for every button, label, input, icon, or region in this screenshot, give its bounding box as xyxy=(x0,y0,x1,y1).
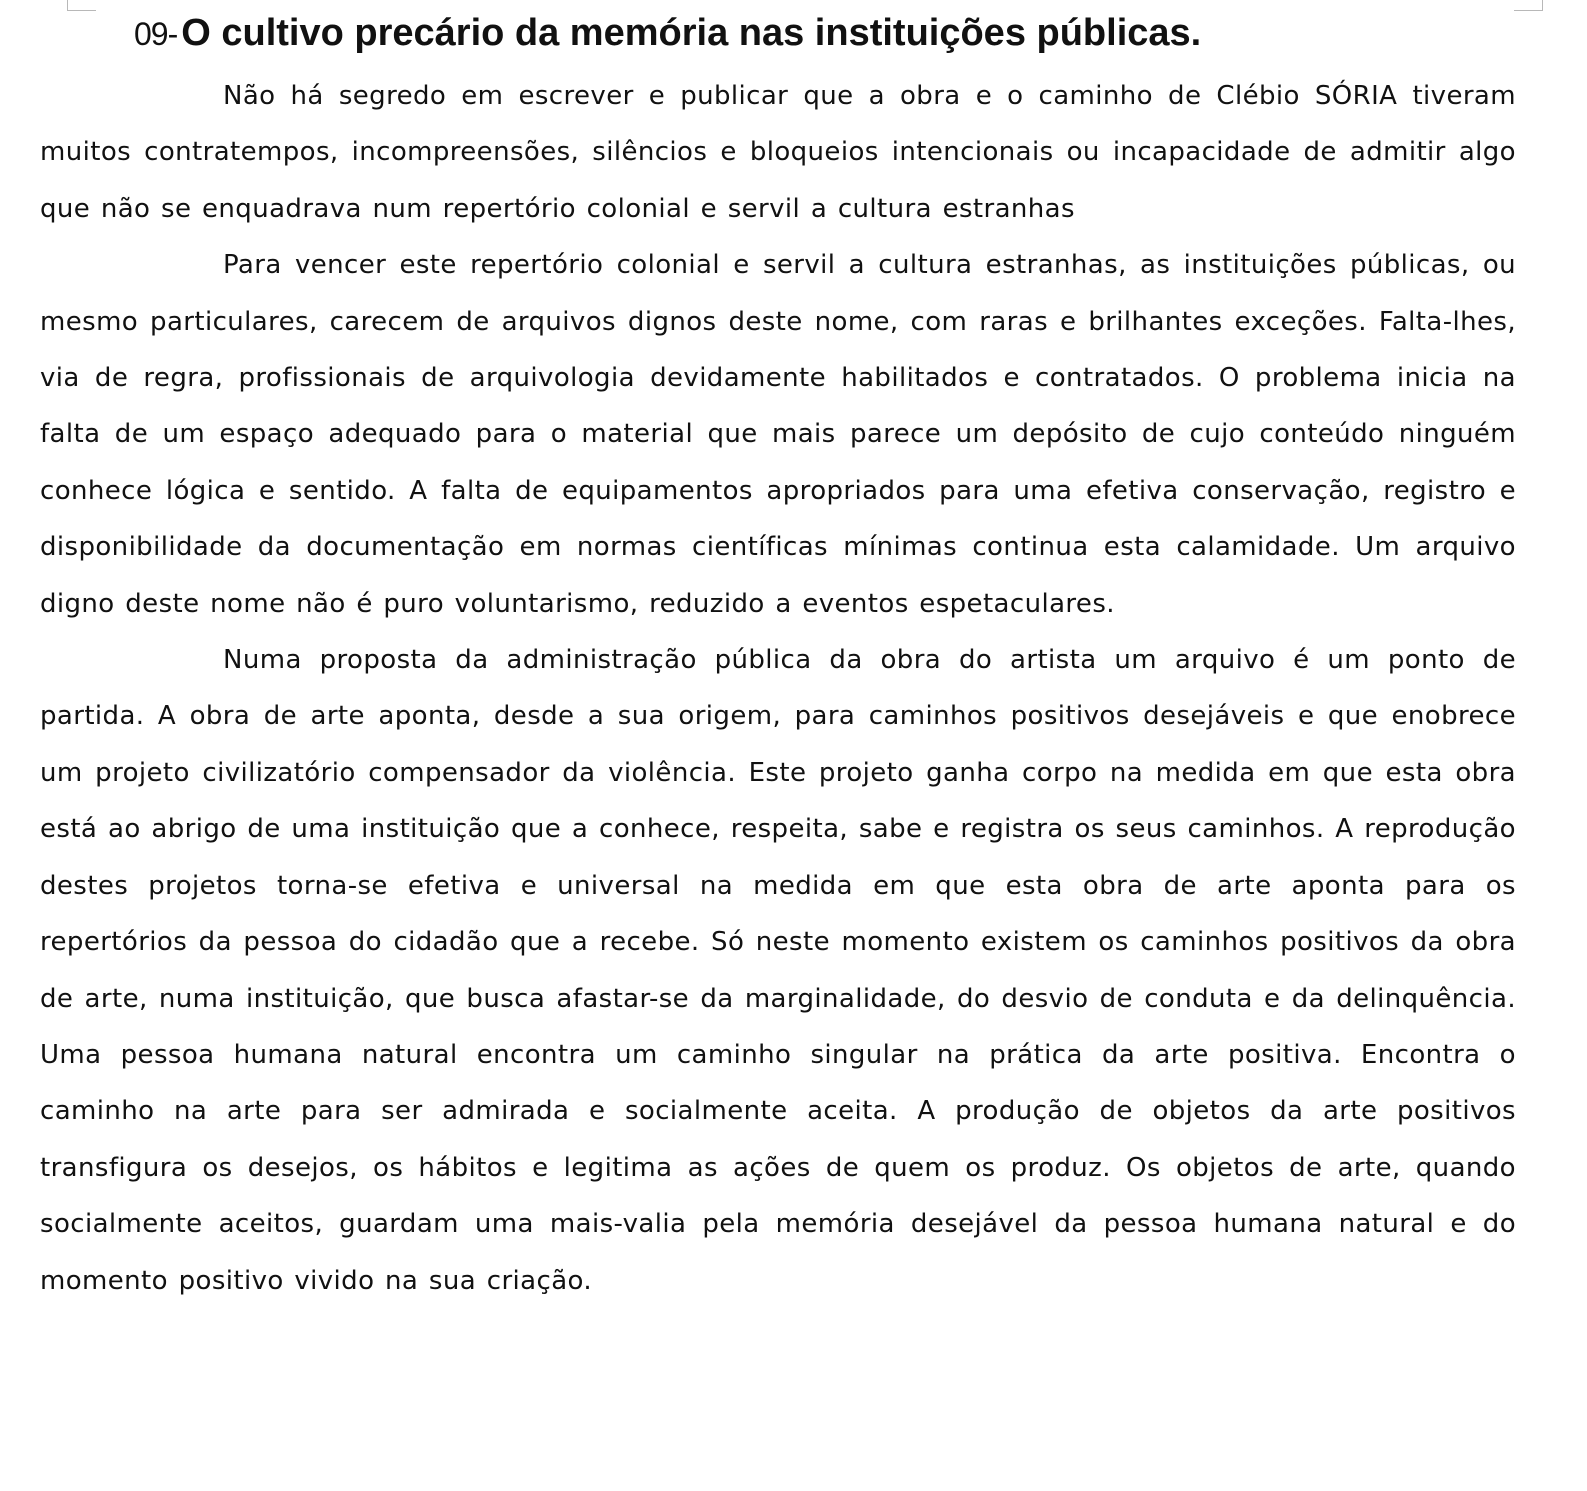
page-corner-mark-right xyxy=(1514,0,1543,11)
paragraph-1[interactable]: Não há segredo em escrever e publicar que a obra e o caminho de Clébio SÓRIA tiveram muitos contratempos, incompreensões, silêncios e bloqueios intencionais ou incapacidade de admitir algo que não se enquadrava num repertório colonial e servil a cultura estranhas xyxy=(40,81,1516,224)
document-page[interactable] xyxy=(40,12,1516,1309)
paragraph-3[interactable]: Numa proposta da administração pública da obra do artista um arquivo é um ponto de partida. A obra de arte aponta, desde a sua origem, para caminhos positivos desejáveis e que enobrece um projeto civilizatório compensador da violência. Este projeto ganha corpo na medida em que esta obra está ao abrigo de uma instituição que a conhece, respeita, sabe e registra os seus caminhos. A reprodução destes projetos torna-se efetiva e universal na medida em que esta obra de arte aponta para os repertórios da pessoa do cidadão que a recebe. Só neste momento existem os caminhos positivos da obra de arte, numa instituição, que busca afastar-se da marginalidade, do desvio de conduta e da delinquência. Uma pessoa humana natural encontra um caminho singular na prática da arte positiva. Encontra o caminho na arte para ser admirada e socialmente aceita. A produção de objetos da arte positivos transfigura os desejos, os hábitos e legitima as ações de quem os produz. Os objetos de arte, quando socialmente aceitos, guardam uma mais-valia pela memória desejável da pessoa humana natural e do momento positivo vivido na sua criação. xyxy=(40,645,1516,1296)
heading-number: 09- xyxy=(134,16,178,52)
heading-title: O cultivo precário da memória nas instituições públicas. xyxy=(181,12,1202,54)
section-heading xyxy=(40,12,1516,68)
paragraph-2[interactable]: Para vencer este repertório colonial e servil a cultura estranhas, as instituições públicas, ou mesmo particulares, carecem de arquivos dignos deste nome, com raras e brilhantes exceções. Falta-lhes, via de regra, profissionais de arquivologia devidamente habilitados e contratados. O problema inicia na falta de um espaço adequado para o material que mais parece um depósito de cujo conteúdo ninguém conhece lógica e sentido. A falta de equipamentos apropriados para uma efetiva conservação, registro e disponibilidade da documentação em normas científicas mínimas continua esta calamidade. Um arquivo digno deste nome não é puro voluntarismo, reduzido a eventos espetaculares. xyxy=(40,250,1516,619)
page-corner-mark-left xyxy=(67,0,96,11)
